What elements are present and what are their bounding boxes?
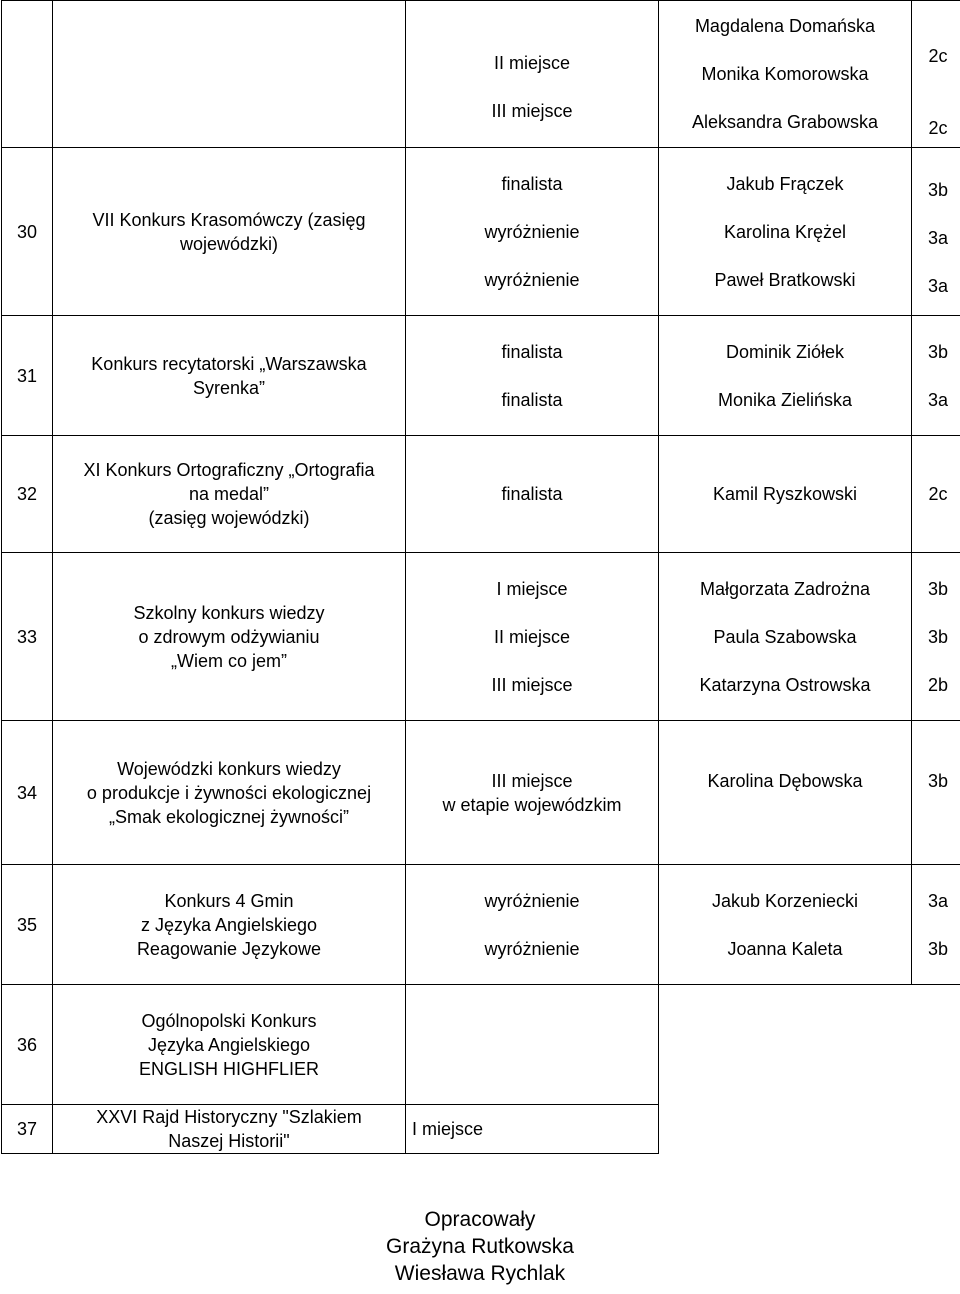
place-text: I miejsce: [412, 1119, 484, 1139]
competition-line: Konkurs 4 Gmin: [164, 890, 294, 911]
class-label: 3a: [927, 227, 949, 248]
place-text: finalista: [501, 173, 563, 194]
place-cell: [406, 553, 659, 721]
competition-line: XI Konkurs Ortograficzny „Ortografia: [83, 460, 375, 480]
competition-line: o zdrowym odżywianiu: [138, 626, 320, 647]
table-row: [2, 985, 960, 1105]
place-text: w etapie wojewódzkim: [442, 794, 622, 815]
place-text: wyróżnienie: [484, 221, 580, 242]
row-number: 37: [2, 1105, 53, 1154]
person-name: Kamil Ryszkowski: [712, 484, 858, 504]
class-label: 3b: [927, 938, 949, 959]
person-name: Magdalena Domańska: [694, 16, 876, 36]
row-number: 31: [2, 316, 53, 436]
competition-cell: [53, 721, 406, 865]
class-cell: [912, 985, 960, 1105]
person-name: Małgorzata Zadrożna: [699, 578, 871, 599]
class-label: 3b: [927, 578, 949, 599]
place-cell: [406, 985, 659, 1105]
table-row: [2, 721, 960, 865]
place-text: wyróżnienie: [484, 938, 580, 959]
person-name: Paweł Bratkowski: [714, 269, 856, 290]
name-cell: [659, 865, 912, 985]
competition-line: Ogólnopolski Konkurs: [141, 1010, 317, 1031]
class-cell: [912, 553, 960, 721]
footer-heading: Opracowały: [424, 1208, 536, 1231]
place-cell: [406, 316, 659, 436]
place-cell: [406, 148, 659, 316]
place-text: wyróżnienie: [484, 890, 580, 911]
class-cell: [912, 721, 960, 865]
row-number: 34: [2, 721, 53, 865]
place-cell: [406, 721, 659, 865]
class-label: 3a: [927, 890, 949, 911]
place-text: II miejsce: [493, 626, 571, 647]
competition-line: wojewódzki): [179, 233, 279, 254]
person-name: Paula Szabowska: [713, 626, 857, 647]
class-label: 3b: [927, 770, 949, 791]
name-cell: [659, 721, 912, 865]
competition-line: o produkcje i żywności ekologicznej: [86, 782, 372, 803]
place-text: I miejsce: [496, 578, 568, 599]
person-name: Monika Zielińska: [717, 389, 853, 410]
author-name: Grażyna Rutkowska: [386, 1235, 574, 1258]
competition-line: Szkolny konkurs wiedzy: [133, 602, 325, 623]
competition-line: (zasięg wojewódzki): [148, 508, 310, 528]
competition-line: Naszej Historii": [168, 1131, 290, 1151]
class-label: 3a: [927, 275, 949, 296]
competition-line: Języka Angielskiego: [147, 1034, 311, 1055]
row-number: 32: [2, 436, 53, 553]
table-row: [2, 865, 960, 985]
table-row: [2, 148, 960, 316]
class-label: 2c: [928, 484, 948, 504]
class-cell: [912, 316, 960, 436]
name-cell: [659, 316, 912, 436]
person-name: Karolina Dębowska: [707, 770, 863, 791]
person-name: Monika Komorowska: [701, 64, 869, 84]
place-text: finalista: [501, 389, 563, 410]
place-cell: [406, 436, 659, 553]
place-text: III miejsce: [491, 770, 573, 791]
person-name: Dominik Ziółek: [725, 341, 845, 362]
row-number: [2, 1, 53, 148]
competition-cell: [53, 1, 406, 148]
class-cell: [912, 1105, 960, 1154]
results-table: [1, 0, 960, 1154]
name-cell: [659, 436, 912, 553]
person-name: Jakub Frączek: [726, 173, 844, 194]
place-text: wyróżnienie: [484, 269, 580, 290]
person-name: Joanna Kaleta: [727, 938, 843, 959]
name-cell: [659, 985, 912, 1105]
competition-line: na medal”: [188, 484, 270, 504]
row-number: 36: [2, 985, 53, 1105]
author-name: Wiesława Rychlak: [394, 1262, 566, 1285]
person-name: Karolina Krężel: [723, 221, 847, 242]
class-label: 2b: [927, 674, 949, 695]
row-number: 33: [2, 553, 53, 721]
name-cell: [659, 1, 912, 148]
competition-line: XXVI Rajd Historyczny "Szlakiem: [96, 1107, 362, 1127]
person-name: Katarzyna Ostrowska: [699, 674, 871, 695]
competition-line: Syrenka”: [192, 377, 266, 398]
table-row: [2, 316, 960, 436]
table-row: [2, 436, 960, 553]
person-name: Jakub Korzeniecki: [711, 890, 859, 911]
competition-line: „Smak ekologicznej żywności”: [108, 806, 350, 827]
competition-cell: [53, 865, 406, 985]
place-cell: [406, 865, 659, 985]
footer-signature: [0, 1206, 960, 1287]
place-text: II miejsce: [493, 53, 571, 73]
competition-line: Wojewódzki konkurs wiedzy: [117, 758, 341, 779]
competition-line: „Wiem co jem”: [171, 650, 287, 671]
row-number: 30: [2, 148, 53, 316]
competition-cell: [53, 553, 406, 721]
class-label: 3b: [927, 179, 949, 200]
table-row: [2, 1105, 960, 1154]
class-cell: [912, 148, 960, 316]
class-cell: [912, 865, 960, 985]
competition-line: ENGLISH HIGHFLIER: [138, 1058, 320, 1079]
competition-cell: [53, 436, 406, 553]
competition-cell: [53, 316, 406, 436]
competition-line: z Języka Angielskiego: [140, 914, 318, 935]
competition-cell: [53, 148, 406, 316]
place-cell: [406, 1, 659, 148]
place-cell: [406, 1105, 659, 1154]
person-name: Aleksandra Grabowska: [691, 112, 879, 132]
competition-line: VII Konkurs Krasomówczy (zasięg: [92, 209, 366, 230]
class-cell: [912, 436, 960, 553]
place-text: finalista: [501, 484, 563, 504]
name-cell: [659, 148, 912, 316]
name-cell: [659, 553, 912, 721]
class-label: 3b: [927, 341, 949, 362]
competition-line: Reagowanie Językowe: [136, 938, 322, 959]
table-row: [2, 1, 960, 148]
table-row: [2, 553, 960, 721]
class-label: 3b: [927, 626, 949, 647]
place-text: III miejsce: [491, 101, 573, 121]
class-label: 2c: [928, 46, 948, 66]
competition-cell: [53, 1105, 406, 1154]
class-label: 2c: [928, 118, 948, 138]
class-label: 3a: [927, 389, 949, 410]
competition-line: Konkurs recytatorski „Warszawska: [91, 353, 367, 374]
place-text: III miejsce: [491, 674, 573, 695]
class-cell: [912, 1, 960, 148]
place-text: finalista: [501, 341, 563, 362]
row-number: 35: [2, 865, 53, 985]
name-cell: [659, 1105, 912, 1154]
competition-cell: [53, 985, 406, 1105]
